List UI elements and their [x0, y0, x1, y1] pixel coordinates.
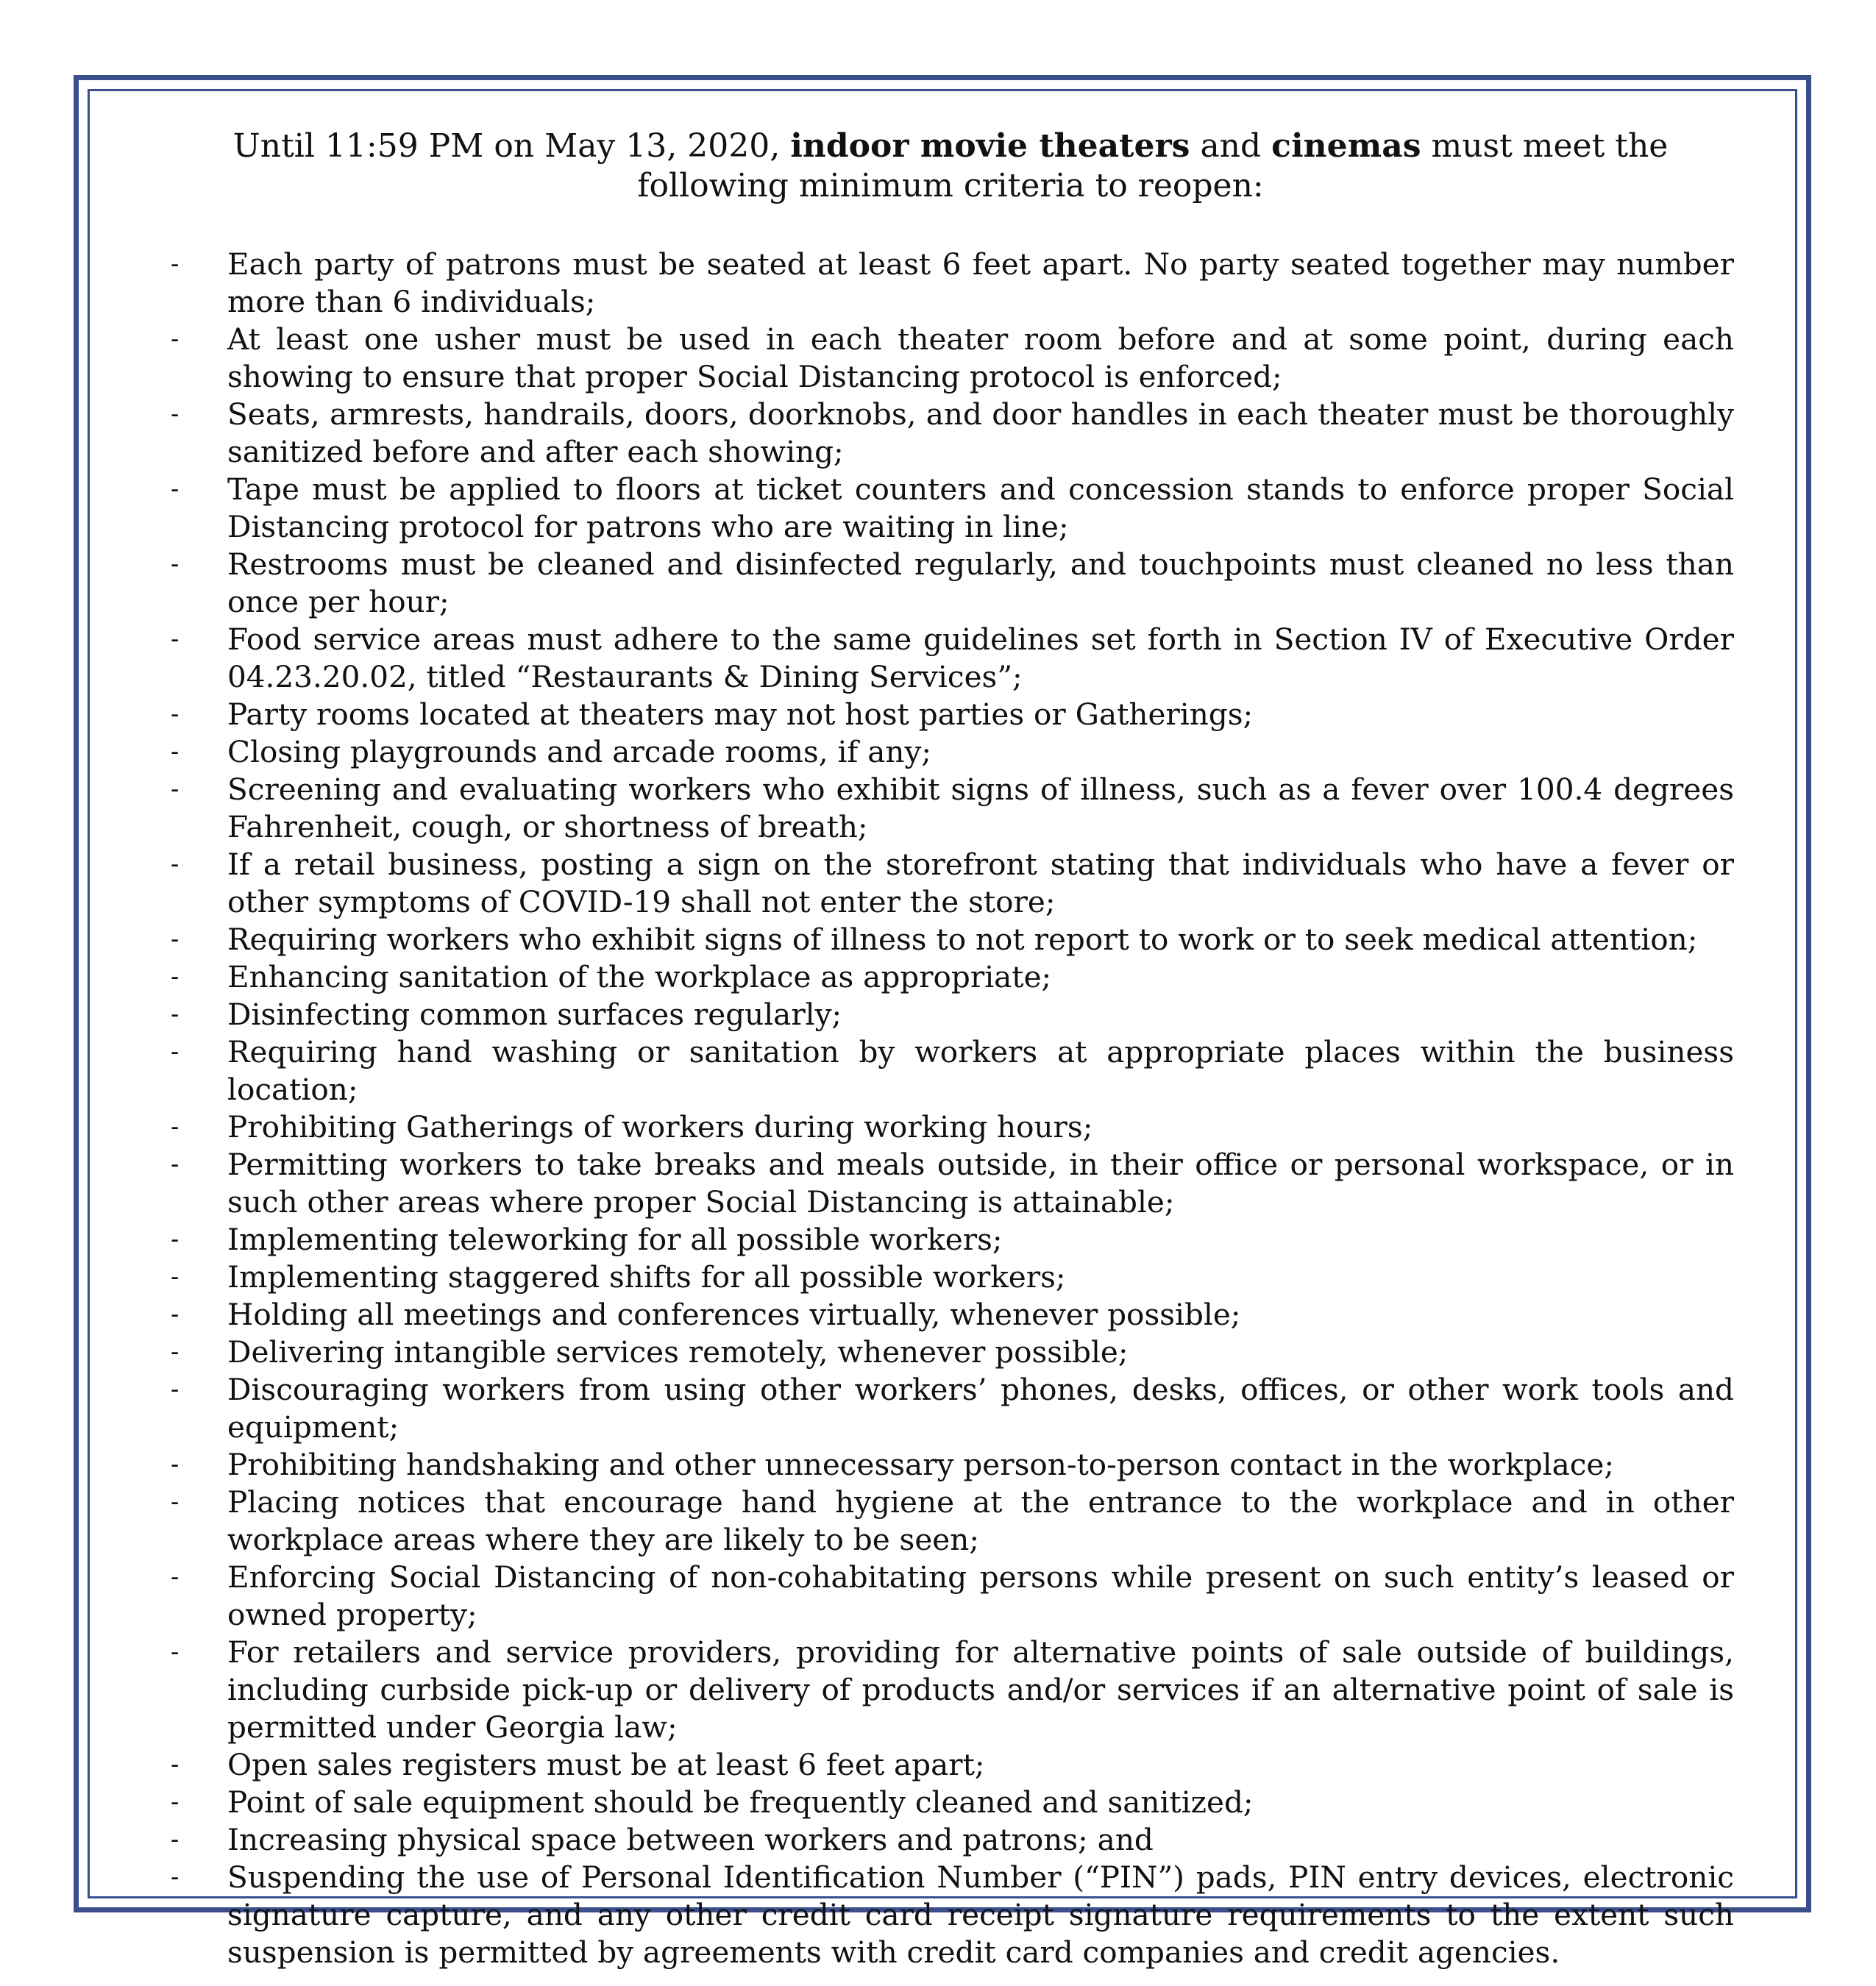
- list-item: [171, 1634, 1734, 1746]
- bullet-dash: -: [171, 625, 180, 653]
- list-item-text: At least one usher must be used in each theater room before and at some point, during each showing to ensure that proper Social Distancing protocol is enforced;: [227, 321, 1734, 394]
- document-frame: [74, 75, 1811, 1970]
- bullet-dash: -: [171, 1788, 180, 1816]
- list-item-text: If a retail business, posting a sign on the storefront stating that individuals who have a fever or other symptoms of COVID-19 shall not enter the store;: [227, 847, 1734, 919]
- bullet-dash: -: [171, 1751, 180, 1779]
- document-frame-inner: [88, 89, 1797, 1970]
- list-item-text: Prohibiting handshaking and other unnecessary person-to-person contact in the workplace;: [227, 1447, 1615, 1482]
- list-item-text: Restrooms must be cleaned and disinfected regularly, and touchpoints must cleaned no less than once per hour;: [227, 547, 1734, 619]
- heading-text-3: must meet the following minimum criteria to reopen:: [637, 127, 1669, 204]
- bullet-dash: -: [171, 1150, 180, 1178]
- heading-bold-cinemas: cinemas: [1271, 127, 1421, 165]
- list-item: [171, 1334, 1734, 1371]
- list-item: [171, 471, 1734, 546]
- bullet-dash: -: [171, 1225, 180, 1253]
- bullet-dash: -: [171, 1638, 180, 1666]
- criteria-list: [171, 246, 1734, 1971]
- bullet-dash: -: [171, 250, 180, 278]
- bullet-dash: -: [171, 1113, 180, 1141]
- list-item-text: Each party of patrons must be seated at least 6 feet apart. No party seated together may number more than 6 individuals;: [227, 246, 1734, 319]
- bullet-dash: -: [171, 1300, 180, 1328]
- list-item: [171, 1484, 1734, 1559]
- list-item: [171, 1296, 1734, 1334]
- list-item-text: Requiring hand washing or sanitation by workers at appropriate places within the business location;: [227, 1034, 1734, 1107]
- list-item: [171, 696, 1734, 733]
- list-item-text: Screening and evaluating workers who exhibit signs of illness, such as a fever over 100.4 degrees Fahrenheit, cough, or shortness of breath;: [227, 772, 1734, 844]
- list-item: [171, 246, 1734, 321]
- list-item-text: Prohibiting Gatherings of workers during working hours;: [227, 1109, 1093, 1145]
- list-item: [171, 846, 1734, 921]
- bullet-dash: -: [171, 1563, 180, 1591]
- bullet-dash: -: [171, 1451, 180, 1478]
- list-item: [171, 1859, 1734, 1971]
- list-item: [171, 1371, 1734, 1446]
- list-item-text: Suspending the use of Personal Identification Number (“PIN”) pads, PIN entry devices, electronic signature capture, and any other credit card receipt signature requirements to the extent such suspension is permitted by agreements with credit card companies and credit agencies.: [227, 1859, 1734, 1970]
- list-item: [171, 771, 1734, 846]
- list-item: [171, 1746, 1734, 1784]
- bullet-dash: -: [171, 1000, 180, 1028]
- heading-text-1: Until 11:59 PM on May 13, 2020,: [232, 127, 791, 165]
- list-item-text: Requiring workers who exhibit signs of illness to not report to work or to seek medical attention;: [227, 922, 1698, 957]
- list-item-text: Disinfecting common surfaces regularly;: [227, 997, 842, 1032]
- bullet-dash: -: [171, 1338, 180, 1366]
- bullet-dash: -: [171, 738, 180, 766]
- bullet-dash: -: [171, 475, 180, 503]
- list-item: [171, 1821, 1734, 1859]
- heading-bold-theaters: indoor movie theaters: [790, 127, 1190, 165]
- list-item: [171, 1259, 1734, 1296]
- list-item: [171, 621, 1734, 696]
- document-heading: [171, 127, 1730, 206]
- list-item-text: Party rooms located at theaters may not host parties or Gatherings;: [227, 697, 1254, 732]
- bullet-dash: -: [171, 1263, 180, 1291]
- list-item: [171, 1033, 1734, 1108]
- list-item-text: For retailers and service providers, providing for alternative points of sale outside of buildings, including curbside pick-up or delivery of products and/or services if an alternative point of sale is permitted under Georgia law;: [227, 1634, 1734, 1745]
- list-item: [171, 1784, 1734, 1821]
- list-item: [171, 321, 1734, 396]
- list-item-text: Increasing physical space between workers and patrons; and: [227, 1822, 1154, 1857]
- list-item: [171, 733, 1734, 771]
- list-item-text: Point of sale equipment should be frequently cleaned and sanitized;: [227, 1784, 1254, 1820]
- list-item: [171, 546, 1734, 621]
- list-item: [171, 1221, 1734, 1259]
- bullet-dash: -: [171, 700, 180, 728]
- bullet-dash: -: [171, 775, 180, 803]
- list-item-text: Implementing staggered shifts for all possible workers;: [227, 1259, 1066, 1295]
- heading-text-2: and: [1190, 127, 1272, 165]
- list-item: [171, 921, 1734, 958]
- list-item-text: Permitting workers to take breaks and meals outside, in their office or personal workspace, or in such other areas where proper Social Distancing is attainable;: [227, 1147, 1734, 1220]
- list-item-text: Food service areas must adhere to the same guidelines set forth in Section IV of Executive Order 04.23.20.02, titled “Restaurants & Dining Services”;: [227, 622, 1734, 694]
- list-item-text: Delivering intangible services remotely, whenever possible;: [227, 1334, 1129, 1370]
- list-item: [171, 1446, 1734, 1484]
- list-item: [171, 1108, 1734, 1146]
- bullet-dash: -: [171, 325, 180, 353]
- bullet-dash: -: [171, 1863, 180, 1891]
- bullet-dash: -: [171, 850, 180, 878]
- list-item-text: Discouraging workers from using other workers’ phones, desks, offices, or other work tools and equipment;: [227, 1372, 1734, 1445]
- list-item-text: Placing notices that encourage hand hygiene at the entrance to the workplace and in other workplace areas where they are likely to be seen;: [227, 1484, 1734, 1557]
- bullet-dash: -: [171, 550, 180, 578]
- list-item: [171, 1559, 1734, 1634]
- bullet-dash: -: [171, 963, 180, 991]
- bullet-dash: -: [171, 1038, 180, 1066]
- bullet-dash: -: [171, 1488, 180, 1516]
- list-item-text: Tape must be applied to floors at ticket counters and concession stands to enforce proper Social Distancing protocol for patrons who are waiting in line;: [227, 471, 1734, 544]
- list-item-text: Closing playgrounds and arcade rooms, if any;: [227, 734, 932, 769]
- list-item-text: Enhancing sanitation of the workplace as appropriate;: [227, 959, 1052, 994]
- list-item-text: Implementing teleworking for all possible workers;: [227, 1222, 1003, 1257]
- bullet-dash: -: [171, 925, 180, 953]
- list-item: [171, 1146, 1734, 1221]
- list-item: [171, 996, 1734, 1033]
- list-item-text: Open sales registers must be at least 6 feet apart;: [227, 1747, 985, 1782]
- list-item-text: Enforcing Social Distancing of non-cohabitating persons while present on such entity’s leased or owned property;: [227, 1559, 1734, 1632]
- list-item-text: Holding all meetings and conferences virtually, whenever possible;: [227, 1297, 1241, 1332]
- bullet-dash: -: [171, 400, 180, 428]
- bullet-dash: -: [171, 1826, 180, 1854]
- bullet-dash: -: [171, 1375, 180, 1403]
- list-item: [171, 396, 1734, 471]
- list-item-text: Seats, armrests, handrails, doors, doorknobs, and door handles in each theater must be thoroughly sanitized before and after each showing;: [227, 396, 1734, 469]
- list-item: [171, 958, 1734, 996]
